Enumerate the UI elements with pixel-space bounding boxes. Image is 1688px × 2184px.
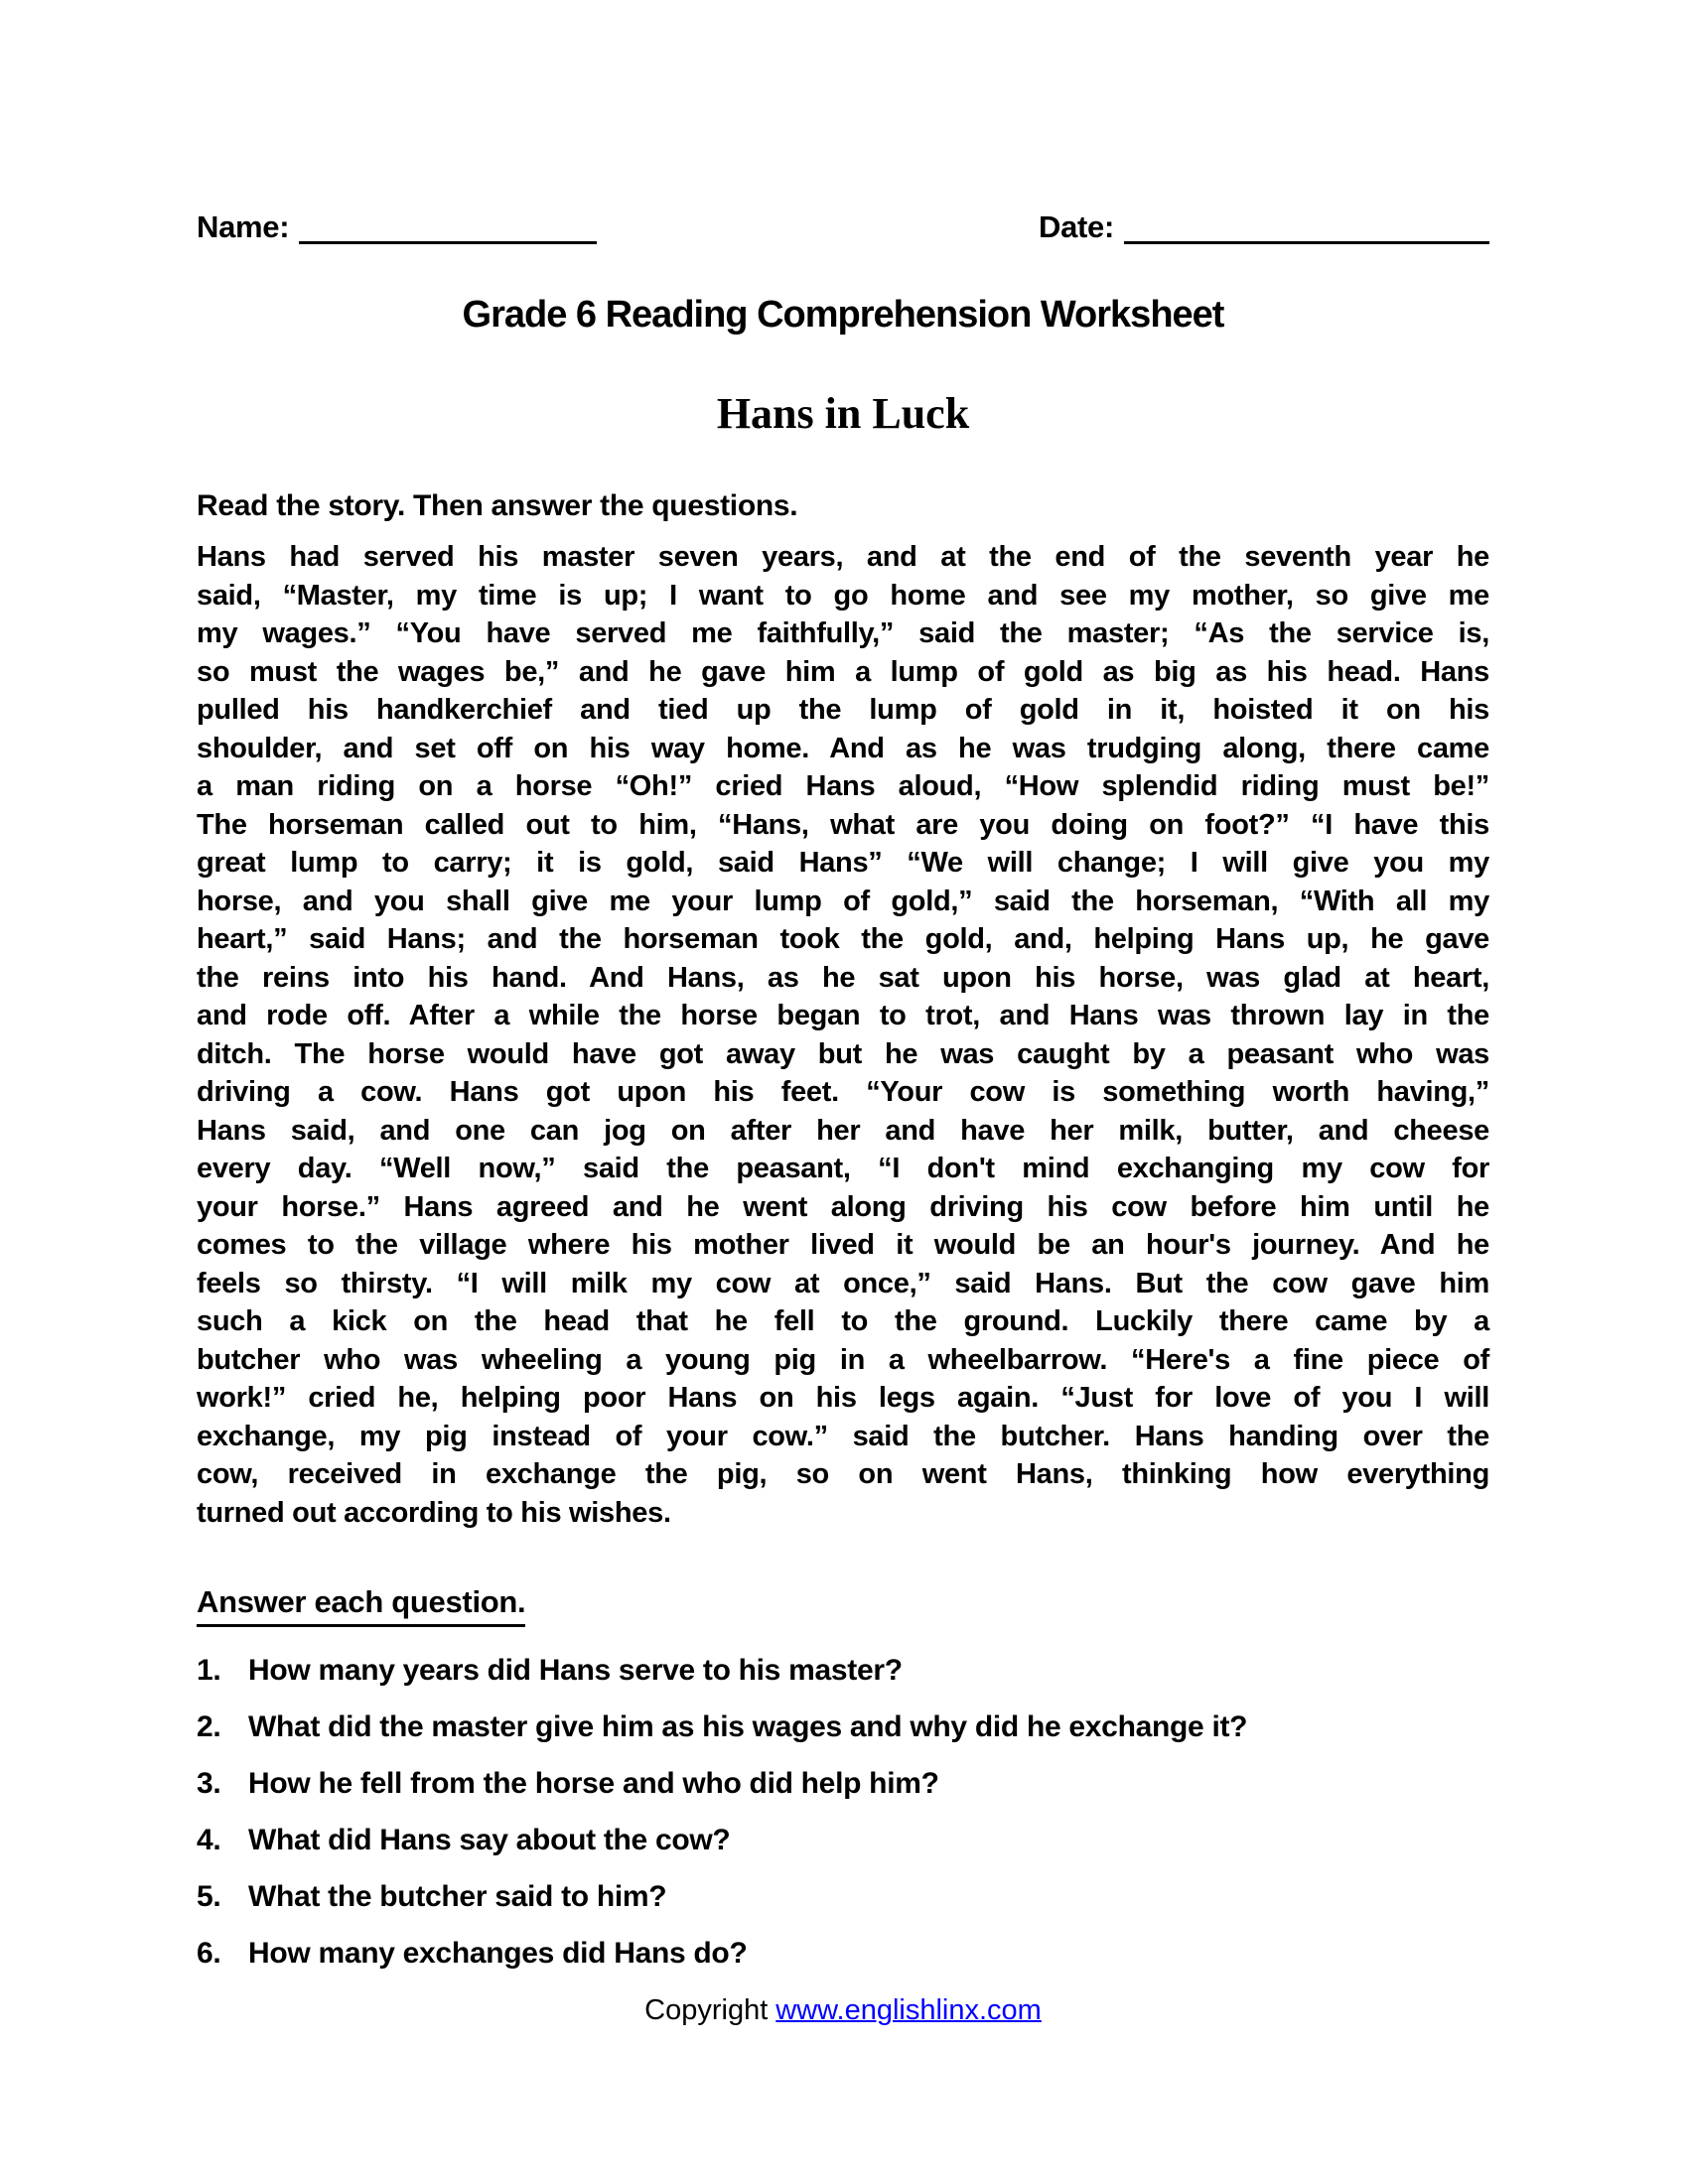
question-number: 5.: [197, 1880, 221, 1913]
question-text: How many years did Hans serve to his master?: [248, 1654, 903, 1687]
date-label: Date:: [1038, 209, 1114, 244]
name-blank-line: [299, 211, 597, 244]
story-line: exchange, my pig instead of your cow.” said the butcher. Hans handing over the: [197, 1420, 1489, 1452]
story-line: and rode off. After a while the horse began to trot, and Hans was thrown lay in the: [197, 1000, 1489, 1031]
story-line: pulled his handkerchief and tied up the lump of gold in it, hoisted it on his: [197, 694, 1489, 726]
questions-list: [197, 1655, 1489, 1970]
name-label: Name:: [197, 209, 290, 244]
story-line: every day. “Well now,” said the peasant, “I don't mind exchanging my cow for: [197, 1153, 1489, 1184]
question-item: [197, 1655, 1489, 1687]
story-line: Hans had served his master seven years, and at the end of the seventh year he: [197, 541, 1489, 573]
story-line: Hans said, and one can jog on after her and have her milk, butter, and cheese: [197, 1114, 1489, 1147]
story-line: comes to the village where his mother lived it would be an hour's journey. And he: [197, 1229, 1489, 1261]
question-text: How many exchanges did Hans do?: [248, 1937, 748, 1970]
copyright-line: [197, 1994, 1489, 2027]
date-blank-line: [1124, 211, 1489, 244]
questions-heading-row: [197, 1585, 1489, 1627]
story-line: shoulder, and set off on his way home. And as he was trudging along, there came: [197, 732, 1489, 764]
copyright-link[interactable]: www.englishlinx.com: [775, 1994, 1042, 2026]
name-field: [197, 210, 597, 244]
name-date-row: [197, 199, 1489, 244]
date-field: [1039, 210, 1489, 244]
question-item: [197, 1881, 1489, 1913]
story-line: my wages.” “You have served me faithfully,” said the master; “As the service is,: [197, 617, 1489, 649]
story-line: butcher who was wheeling a young pig in a wheelbarrow. “Here's a fine piece of: [197, 1343, 1489, 1376]
story-line: The horseman called out to him, “Hans, what are you doing on foot?” “I have this: [197, 808, 1489, 841]
question-item: [197, 1938, 1489, 1970]
question-number: 1.: [197, 1654, 221, 1687]
story-line: your horse.” Hans agreed and he went along driving his cow before him until he: [197, 1190, 1489, 1223]
story-title: Hans in Luck: [716, 389, 970, 438]
question-text: How he fell from the horse and who did help him?: [248, 1767, 939, 1800]
question-text: What the butcher said to him?: [248, 1880, 667, 1913]
story-line: work!” cried he, helping poor Hans on his legs again. “Just for love of you I will: [197, 1382, 1489, 1414]
story-line: turned out according to his wishes.: [197, 1496, 671, 1529]
story-line: said, “Master, my time is up; I want to go home and see my mother, so give me: [197, 579, 1489, 612]
question-item: [197, 1825, 1489, 1856]
story-line: great lump to carry; it is gold, said Hans” “We will change; I will give you my: [197, 847, 1489, 879]
question-item: [197, 1711, 1489, 1743]
question-number: 2.: [197, 1710, 221, 1743]
questions-heading: Answer each question.: [197, 1585, 525, 1627]
question-text: What did the master give him as his wages and why did he exchange it?: [248, 1710, 1248, 1743]
question-number: 3.: [197, 1767, 221, 1800]
question-text: What did Hans say about the cow?: [248, 1824, 731, 1856]
story-line: horse, and you shall give me your lump of gold,” said the horseman, “With all my: [197, 885, 1489, 917]
worksheet-title: Grade 6 Reading Comprehension Worksheet: [462, 294, 1224, 336]
story-line: such a kick on the head that he fell to the ground. Luckily there came by a: [197, 1305, 1489, 1337]
question-item: [197, 1768, 1489, 1800]
copyright-text: Copyright: [644, 1994, 769, 2026]
story-line: ditch. The horse would have got away but he was caught by a peasant who was: [197, 1037, 1489, 1070]
story-line: driving a cow. Hans got upon his feet. “Your cow is something worth having,”: [197, 1076, 1489, 1108]
question-number: 4.: [197, 1824, 221, 1856]
story-line: a man riding on a horse “Oh!” cried Hans aloud, “How splendid riding must be!”: [197, 770, 1489, 802]
story-line: the reins into his hand. And Hans, as he sat upon his horse, was glad at heart,: [197, 961, 1489, 994]
story-line: feels so thirsty. “I will milk my cow at once,” said Hans. But the cow gave him: [197, 1267, 1489, 1299]
instructions-text: Read the story. Then answer the questions.: [197, 489, 798, 522]
story-line: heart,” said Hans; and the horseman took the gold, and, helping Hans up, he gave: [197, 923, 1489, 955]
story-line: so must the wages be,” and he gave him a lump of gold as big as his head. Hans: [197, 655, 1489, 688]
question-number: 6.: [197, 1937, 221, 1970]
story-text: [197, 538, 1489, 1532]
story-line: cow, received in exchange the pig, so on went Hans, thinking how everything: [197, 1458, 1489, 1490]
